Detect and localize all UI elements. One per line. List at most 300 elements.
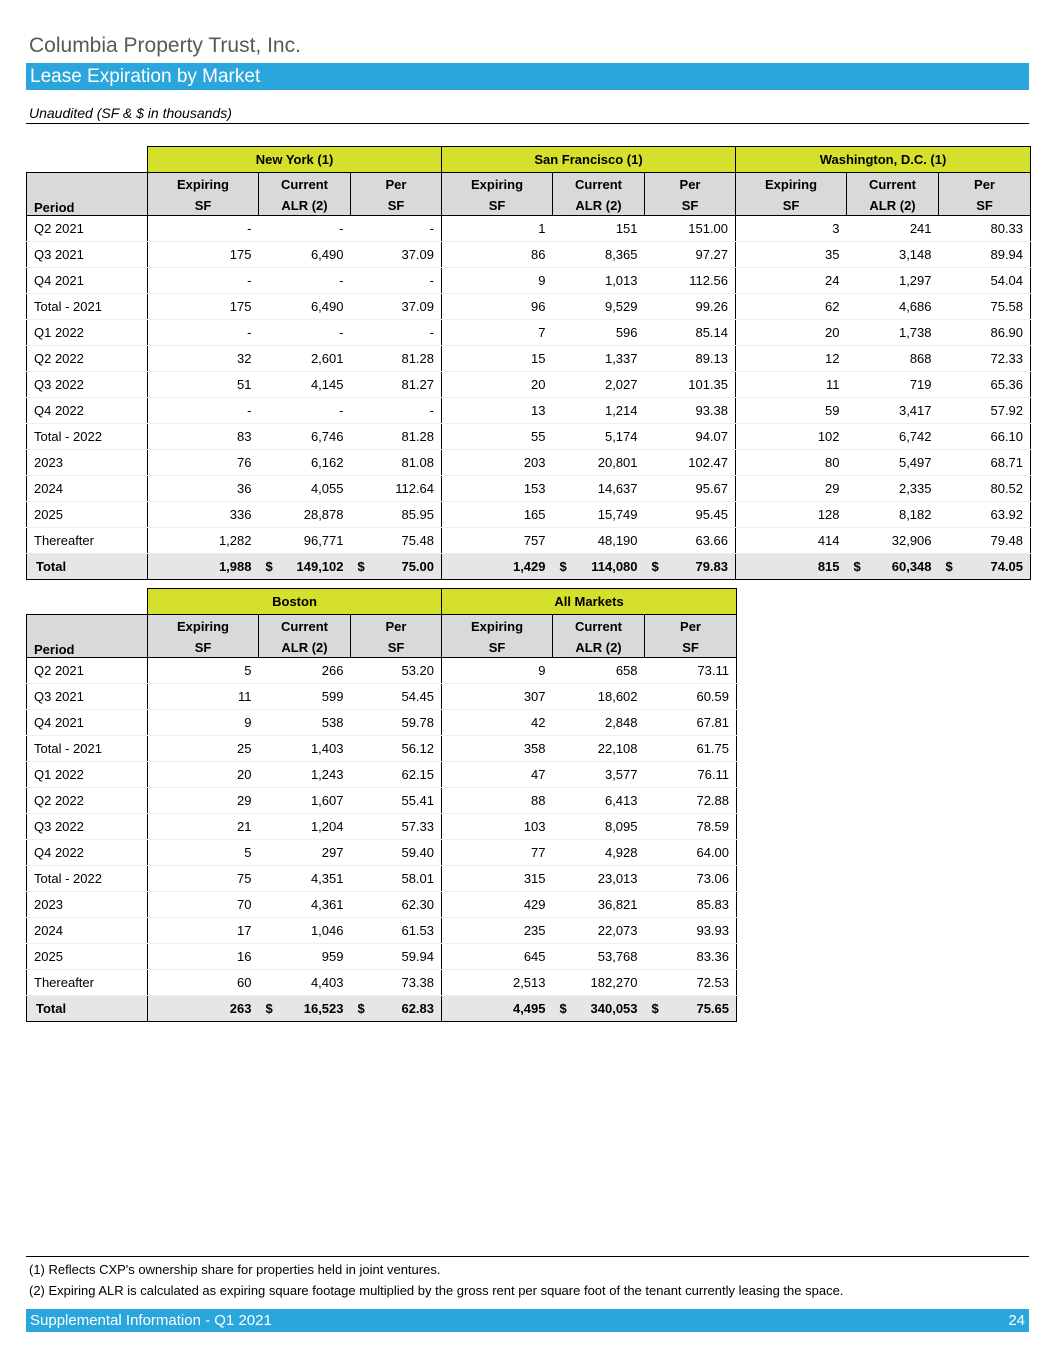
value-cell: 757 <box>442 528 553 554</box>
value-cell: 8,095 <box>553 814 645 840</box>
currency-symbol: $ <box>651 1001 659 1016</box>
value-cell: - <box>148 398 259 424</box>
value-cell: 266 <box>259 658 351 684</box>
value-cell: 658 <box>553 658 645 684</box>
value-cell: 15,749 <box>553 502 645 528</box>
period-label: Q2 2021 <box>27 658 148 684</box>
total-value-cell <box>645 554 736 580</box>
currency-symbol: $ <box>651 559 659 574</box>
footnote-2: (2) Expiring ALR is calculated as expiring square footage multiplied by the gross rent per square foot of the tenant currently leasing the space. <box>29 1283 844 1298</box>
value-cell: 165 <box>442 502 553 528</box>
value-cell: - <box>351 320 442 346</box>
currency-symbol: $ <box>559 1001 567 1016</box>
period-label: Thereafter <box>27 528 148 554</box>
company-name: Columbia Property Trust, Inc. <box>29 34 301 57</box>
currency-symbol: $ <box>357 1001 365 1016</box>
value-cell: - <box>351 398 442 424</box>
value-cell: 42 <box>442 710 553 736</box>
table-row <box>27 502 1031 528</box>
value-cell: 241 <box>847 216 939 242</box>
table-row <box>27 398 1031 424</box>
column-header-row-top <box>27 615 737 638</box>
total-amount: 149,102 <box>296 559 344 574</box>
value-cell: 21 <box>148 814 259 840</box>
value-cell: 5,497 <box>847 450 939 476</box>
table-row <box>27 216 1031 242</box>
table-row <box>27 788 737 814</box>
value-cell: 63.92 <box>939 502 1031 528</box>
value-cell: 1,297 <box>847 268 939 294</box>
subtotal-row <box>27 736 737 762</box>
table-row <box>27 658 737 684</box>
value-cell: 64.00 <box>645 840 737 866</box>
value-cell: 62.15 <box>351 762 442 788</box>
total-amount: 75.65 <box>696 1001 730 1016</box>
page-title-bar <box>26 63 1029 90</box>
value-cell: 20,801 <box>553 450 645 476</box>
market-group-header: All Markets <box>442 589 737 615</box>
value-cell: 72.88 <box>645 788 737 814</box>
currency-value <box>854 559 932 574</box>
column-header-bottom: SF <box>736 195 847 216</box>
value-cell: 72.33 <box>939 346 1031 372</box>
value-cell: 20 <box>442 372 553 398</box>
value-cell: 78.59 <box>645 814 737 840</box>
lease-table-markets <box>26 146 1031 580</box>
total-value-cell <box>351 554 442 580</box>
group-header-row <box>27 589 737 615</box>
value-cell: 81.28 <box>351 424 442 450</box>
value-cell: 153 <box>442 476 553 502</box>
value-cell: 112.64 <box>351 476 442 502</box>
column-header-bottom: SF <box>148 637 259 658</box>
period-label: 2024 <box>27 476 148 502</box>
value-cell: 15 <box>442 346 553 372</box>
currency-symbol: $ <box>265 1001 273 1016</box>
table-row <box>27 762 737 788</box>
value-cell: 20 <box>148 762 259 788</box>
market-group-header: Boston <box>148 589 442 615</box>
currency-symbol: $ <box>945 559 953 574</box>
currency-value <box>652 1001 730 1016</box>
total-amount: 114,080 <box>591 559 638 574</box>
table-row <box>27 970 737 996</box>
subtotal-row <box>27 866 737 892</box>
total-amount: 340,053 <box>590 1001 638 1016</box>
value-cell: 103 <box>442 814 553 840</box>
value-cell: 6,490 <box>259 242 351 268</box>
column-header-bottom: ALR (2) <box>847 195 939 216</box>
total-value-cell: 263 <box>148 996 259 1022</box>
value-cell: 1,013 <box>553 268 645 294</box>
value-cell: 13 <box>442 398 553 424</box>
value-cell: 37.09 <box>351 294 442 320</box>
value-cell: 102 <box>736 424 847 450</box>
value-cell: 8,365 <box>553 242 645 268</box>
value-cell: 36,821 <box>553 892 645 918</box>
value-cell: 75 <box>148 866 259 892</box>
column-header-top: Expiring <box>148 615 259 638</box>
value-cell: 235 <box>442 918 553 944</box>
value-cell: 151 <box>553 216 645 242</box>
value-cell: 1,282 <box>148 528 259 554</box>
value-cell: 959 <box>259 944 351 970</box>
value-cell: 73.38 <box>351 970 442 996</box>
value-cell: 37.09 <box>351 242 442 268</box>
lease-table-boston-all <box>26 588 737 1022</box>
value-cell: 80 <box>736 450 847 476</box>
period-label: 2023 <box>27 450 148 476</box>
value-cell: 9,529 <box>553 294 645 320</box>
value-cell: 11 <box>736 372 847 398</box>
table-row <box>27 710 737 736</box>
column-header-bottom: SF <box>939 195 1031 216</box>
value-cell: 35 <box>736 242 847 268</box>
value-cell: - <box>259 320 351 346</box>
column-header-top: Per <box>351 173 442 196</box>
period-label: Q4 2022 <box>27 398 148 424</box>
value-cell: 538 <box>259 710 351 736</box>
column-header-bottom: ALR (2) <box>553 637 645 658</box>
value-cell: 60.59 <box>645 684 737 710</box>
value-cell: 88 <box>442 788 553 814</box>
period-label: Q3 2022 <box>27 372 148 398</box>
value-cell: 336 <box>148 502 259 528</box>
total-value-cell: 1,429 <box>442 554 553 580</box>
value-cell: 151.00 <box>645 216 736 242</box>
column-header-row-bottom <box>27 195 1031 216</box>
value-cell: 83.36 <box>645 944 737 970</box>
value-cell: 1,204 <box>259 814 351 840</box>
page-title: Lease Expiration by Market <box>30 66 261 87</box>
value-cell: 2,513 <box>442 970 553 996</box>
value-cell: 36 <box>148 476 259 502</box>
value-cell: 9 <box>148 710 259 736</box>
period-label: Total - 2022 <box>27 866 148 892</box>
value-cell: 3,577 <box>553 762 645 788</box>
value-cell: 57.33 <box>351 814 442 840</box>
value-cell: 2,027 <box>553 372 645 398</box>
value-cell: 297 <box>259 840 351 866</box>
value-cell: - <box>259 398 351 424</box>
group-header-row <box>27 147 1031 173</box>
value-cell: 81.08 <box>351 450 442 476</box>
value-cell: - <box>259 216 351 242</box>
value-cell: 3,148 <box>847 242 939 268</box>
value-cell: 4,403 <box>259 970 351 996</box>
table-row <box>27 918 737 944</box>
currency-value <box>652 559 729 574</box>
value-cell: 29 <box>148 788 259 814</box>
value-cell: 1,214 <box>553 398 645 424</box>
value-cell: 182,270 <box>553 970 645 996</box>
value-cell: 54.04 <box>939 268 1031 294</box>
value-cell: 5 <box>148 658 259 684</box>
value-cell: 6,162 <box>259 450 351 476</box>
currency-value <box>266 559 344 574</box>
value-cell: 61.75 <box>645 736 737 762</box>
currency-symbol: $ <box>357 559 365 574</box>
table-row <box>27 892 737 918</box>
value-cell: 62 <box>736 294 847 320</box>
table-row <box>27 840 737 866</box>
period-label: Q1 2022 <box>27 762 148 788</box>
column-header-bottom: SF <box>148 195 259 216</box>
column-header-top: Per <box>645 615 737 638</box>
market-group-header: New York (1) <box>148 147 442 173</box>
column-header-bottom: SF <box>351 195 442 216</box>
page-number: 24 <box>1008 1312 1025 1329</box>
column-header-top: Per <box>351 615 442 638</box>
period-label: Q3 2021 <box>27 242 148 268</box>
value-cell: 25 <box>148 736 259 762</box>
value-cell: 70 <box>148 892 259 918</box>
footer-label: Supplemental Information - Q1 2021 <box>30 1312 272 1329</box>
column-header-bottom: ALR (2) <box>553 195 645 216</box>
value-cell: 80.52 <box>939 476 1031 502</box>
value-cell: 81.27 <box>351 372 442 398</box>
value-cell: 6,746 <box>259 424 351 450</box>
value-cell: 96,771 <box>259 528 351 554</box>
table-row <box>27 450 1031 476</box>
value-cell: 53,768 <box>553 944 645 970</box>
value-cell: 3 <box>736 216 847 242</box>
value-cell: 3,417 <box>847 398 939 424</box>
column-header-top: Expiring <box>148 173 259 196</box>
value-cell: 6,490 <box>259 294 351 320</box>
value-cell: 93.38 <box>645 398 736 424</box>
value-cell: 2,335 <box>847 476 939 502</box>
value-cell: 72.53 <box>645 970 737 996</box>
value-cell: 62.30 <box>351 892 442 918</box>
period-label: Q2 2021 <box>27 216 148 242</box>
value-cell: 1,046 <box>259 918 351 944</box>
value-cell: 97.27 <box>645 242 736 268</box>
value-cell: - <box>259 268 351 294</box>
period-label: 2025 <box>27 944 148 970</box>
total-amount: 79.83 <box>695 559 729 574</box>
value-cell: - <box>148 216 259 242</box>
total-value-cell <box>645 996 737 1022</box>
market-group-header: San Francisco (1) <box>442 147 736 173</box>
value-cell: 203 <box>442 450 553 476</box>
table-row <box>27 268 1031 294</box>
table-row <box>27 346 1031 372</box>
unaudited-note: Unaudited (SF & $ in thousands) <box>29 105 232 121</box>
column-header-top: Expiring <box>736 173 847 196</box>
total-value-cell: 4,495 <box>442 996 553 1022</box>
value-cell: 645 <box>442 944 553 970</box>
currency-value <box>358 1001 435 1016</box>
value-cell: 16 <box>148 944 259 970</box>
total-value-cell <box>259 554 351 580</box>
table-row <box>27 242 1031 268</box>
value-cell: 32,906 <box>847 528 939 554</box>
value-cell: 112.56 <box>645 268 736 294</box>
currency-value <box>946 559 1024 574</box>
value-cell: 57.92 <box>939 398 1031 424</box>
column-header-row-top <box>27 173 1031 196</box>
period-label: Q2 2022 <box>27 346 148 372</box>
period-label: Q4 2021 <box>27 710 148 736</box>
value-cell: 4,145 <box>259 372 351 398</box>
total-amount: 16,523 <box>303 1001 344 1016</box>
value-cell: 53.20 <box>351 658 442 684</box>
value-cell: 22,073 <box>553 918 645 944</box>
value-cell: 75.58 <box>939 294 1031 320</box>
column-header-top: Expiring <box>442 173 553 196</box>
value-cell: 54.45 <box>351 684 442 710</box>
column-header-top: Current <box>553 173 645 196</box>
value-cell: 85.95 <box>351 502 442 528</box>
value-cell: 1,243 <box>259 762 351 788</box>
value-cell: 1,337 <box>553 346 645 372</box>
market-group-header: Washington, D.C. (1) <box>736 147 1031 173</box>
period-label: Thereafter <box>27 970 148 996</box>
value-cell: - <box>148 320 259 346</box>
value-cell: 175 <box>148 294 259 320</box>
value-cell: 358 <box>442 736 553 762</box>
value-cell: 868 <box>847 346 939 372</box>
table-row <box>27 944 737 970</box>
footnote-rule <box>26 1256 1029 1257</box>
column-header-top: Current <box>847 173 939 196</box>
table-row <box>27 372 1031 398</box>
value-cell: 20 <box>736 320 847 346</box>
period-label: Q4 2021 <box>27 268 148 294</box>
table-row <box>27 684 737 710</box>
value-cell: 12 <box>736 346 847 372</box>
value-cell: 86.90 <box>939 320 1031 346</box>
value-cell: - <box>148 268 259 294</box>
value-cell: 175 <box>148 242 259 268</box>
value-cell: 719 <box>847 372 939 398</box>
value-cell: 66.10 <box>939 424 1031 450</box>
value-cell: 59.78 <box>351 710 442 736</box>
value-cell: 18,602 <box>553 684 645 710</box>
value-cell: 55 <box>442 424 553 450</box>
value-cell: 76.11 <box>645 762 737 788</box>
value-cell: 1 <box>442 216 553 242</box>
value-cell: 28,878 <box>259 502 351 528</box>
column-header-top: Per <box>939 173 1031 196</box>
value-cell: 17 <box>148 918 259 944</box>
value-cell: 14,637 <box>553 476 645 502</box>
value-cell: 48,190 <box>553 528 645 554</box>
total-value-cell <box>939 554 1031 580</box>
total-value-cell: 815 <box>736 554 847 580</box>
value-cell: 429 <box>442 892 553 918</box>
value-cell: 55.41 <box>351 788 442 814</box>
value-cell: 307 <box>442 684 553 710</box>
value-cell: 9 <box>442 268 553 294</box>
value-cell: 76 <box>148 450 259 476</box>
group-header-blank <box>27 589 148 615</box>
value-cell: 59.94 <box>351 944 442 970</box>
period-label: Q1 2022 <box>27 320 148 346</box>
value-cell: 23,013 <box>553 866 645 892</box>
period-label: 2024 <box>27 918 148 944</box>
period-label: 2025 <box>27 502 148 528</box>
total-value-cell <box>259 996 351 1022</box>
period-label: Q4 2022 <box>27 840 148 866</box>
footnote-1: (1) Reflects CXP's ownership share for properties held in joint ventures. <box>29 1262 441 1277</box>
subtotal-row <box>27 294 1031 320</box>
value-cell: 85.14 <box>645 320 736 346</box>
value-cell: 315 <box>442 866 553 892</box>
currency-symbol: $ <box>265 559 273 574</box>
total-value-cell <box>553 996 645 1022</box>
value-cell: 59 <box>736 398 847 424</box>
table-row <box>27 814 737 840</box>
value-cell: 67.81 <box>645 710 737 736</box>
value-cell: 5,174 <box>553 424 645 450</box>
total-value-cell: 1,988 <box>148 554 259 580</box>
table-row <box>27 528 1031 554</box>
value-cell: 2,848 <box>553 710 645 736</box>
value-cell: 77 <box>442 840 553 866</box>
value-cell: 24 <box>736 268 847 294</box>
value-cell: 94.07 <box>645 424 736 450</box>
value-cell: 11 <box>148 684 259 710</box>
total-label: Total <box>27 554 148 580</box>
column-header-bottom: SF <box>645 637 737 658</box>
value-cell: 1,403 <box>259 736 351 762</box>
value-cell: 32 <box>148 346 259 372</box>
currency-value <box>560 559 638 574</box>
header-rule <box>26 123 1029 124</box>
value-cell: 93.93 <box>645 918 737 944</box>
column-header-bottom: ALR (2) <box>259 637 351 658</box>
value-cell: 8,182 <box>847 502 939 528</box>
column-header-top: Current <box>259 615 351 638</box>
total-amount: 75.00 <box>401 559 435 574</box>
value-cell: 4,928 <box>553 840 645 866</box>
total-row <box>27 554 1031 580</box>
value-cell: 4,351 <box>259 866 351 892</box>
currency-symbol: $ <box>853 559 861 574</box>
period-label: Total - 2021 <box>27 736 148 762</box>
value-cell: 414 <box>736 528 847 554</box>
column-header-bottom: SF <box>351 637 442 658</box>
period-label: Q2 2022 <box>27 788 148 814</box>
value-cell: 99.26 <box>645 294 736 320</box>
total-row <box>27 996 737 1022</box>
value-cell: 73.11 <box>645 658 737 684</box>
subtotal-row <box>27 424 1031 450</box>
value-cell: 73.06 <box>645 866 737 892</box>
total-label: Total <box>27 996 148 1022</box>
period-label: Total - 2022 <box>27 424 148 450</box>
value-cell: 47 <box>442 762 553 788</box>
total-amount: 62.83 <box>401 1001 435 1016</box>
total-amount: 74.05 <box>990 559 1024 574</box>
value-cell: 63.66 <box>645 528 736 554</box>
value-cell: 75.48 <box>351 528 442 554</box>
currency-value <box>266 1001 344 1016</box>
column-header-top: Current <box>259 173 351 196</box>
value-cell: 4,361 <box>259 892 351 918</box>
total-value-cell <box>351 996 442 1022</box>
value-cell: 101.35 <box>645 372 736 398</box>
value-cell: 599 <box>259 684 351 710</box>
value-cell: 85.83 <box>645 892 737 918</box>
column-header-top: Expiring <box>442 615 553 638</box>
value-cell: 79.48 <box>939 528 1031 554</box>
value-cell: 6,742 <box>847 424 939 450</box>
currency-symbol: $ <box>559 559 567 574</box>
value-cell: 59.40 <box>351 840 442 866</box>
